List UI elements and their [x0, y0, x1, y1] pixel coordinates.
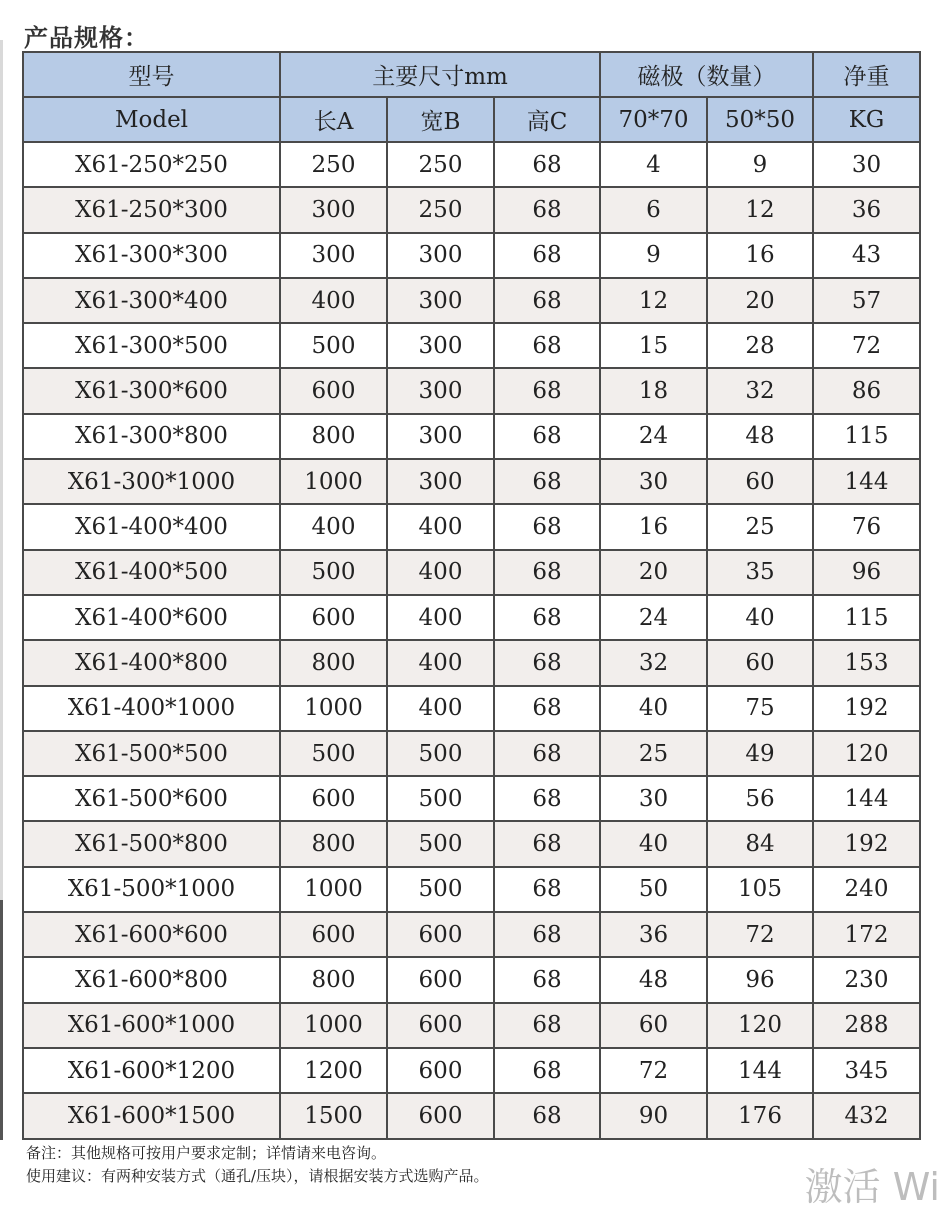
table-row: [23, 323, 920, 368]
cell-length: 400: [280, 278, 387, 323]
cell-length: 800: [280, 640, 387, 685]
cell-pole-50: 48: [707, 414, 813, 459]
cell-width: 400: [387, 595, 494, 640]
note-line-1: 备注：其他规格可按用户要求定制；详情请来电咨询。: [26, 1144, 387, 1162]
cell-height: 68: [494, 686, 600, 731]
cell-model: X61-300*800: [23, 414, 280, 459]
cell-height: 68: [494, 1093, 600, 1138]
cell-weight: 30: [813, 142, 920, 187]
cell-pole-70: 25: [600, 731, 707, 776]
cell-length: 1200: [280, 1048, 387, 1093]
cell-pole-70: 90: [600, 1093, 707, 1138]
cell-pole-50: 60: [707, 459, 813, 504]
table-row: [23, 821, 920, 866]
table-row: [23, 640, 920, 685]
activation-watermark: 激活 Wi: [804, 1165, 940, 1209]
cell-pole-50: 35: [707, 550, 813, 595]
cell-weight: 345: [813, 1048, 920, 1093]
cell-width: 300: [387, 414, 494, 459]
cell-weight: 72: [813, 323, 920, 368]
cell-pole-70: 48: [600, 957, 707, 1002]
cell-height: 68: [494, 278, 600, 323]
cell-model: X61-400*400: [23, 504, 280, 549]
cell-pole-70: 18: [600, 368, 707, 413]
cell-pole-70: 50: [600, 867, 707, 912]
cell-length: 500: [280, 550, 387, 595]
cell-pole-50: 84: [707, 821, 813, 866]
cell-pole-50: 176: [707, 1093, 813, 1138]
cell-pole-70: 36: [600, 912, 707, 957]
table-row: [23, 550, 920, 595]
cell-width: 300: [387, 459, 494, 504]
header-pole-50: 50*50: [707, 97, 813, 142]
cell-pole-70: 9: [600, 233, 707, 278]
cell-model: X61-250*300: [23, 187, 280, 232]
cell-model: X61-600*1200: [23, 1048, 280, 1093]
cell-height: 68: [494, 1003, 600, 1048]
spec-table: [22, 51, 921, 1140]
cell-height: 68: [494, 414, 600, 459]
cell-length: 400: [280, 504, 387, 549]
table-row: [23, 912, 920, 957]
cell-weight: 240: [813, 867, 920, 912]
cell-length: 500: [280, 731, 387, 776]
table-row: [23, 504, 920, 549]
cell-height: 68: [494, 776, 600, 821]
cell-pole-70: 72: [600, 1048, 707, 1093]
cell-width: 500: [387, 731, 494, 776]
cell-pole-70: 24: [600, 414, 707, 459]
cell-pole-70: 32: [600, 640, 707, 685]
cell-pole-50: 20: [707, 278, 813, 323]
table-header: [23, 52, 920, 142]
cell-weight: 144: [813, 776, 920, 821]
cell-pole-70: 16: [600, 504, 707, 549]
cell-length: 800: [280, 957, 387, 1002]
cell-model: X61-400*800: [23, 640, 280, 685]
cell-length: 1000: [280, 459, 387, 504]
header-dimensions: 主要尺寸mm: [280, 52, 600, 97]
cell-pole-70: 30: [600, 459, 707, 504]
cell-weight: 192: [813, 821, 920, 866]
cell-weight: 230: [813, 957, 920, 1002]
cell-width: 400: [387, 640, 494, 685]
table-row: [23, 368, 920, 413]
cell-pole-50: 25: [707, 504, 813, 549]
cell-width: 600: [387, 957, 494, 1002]
table-row: [23, 731, 920, 776]
cell-length: 1500: [280, 1093, 387, 1138]
header-width: 宽B: [387, 97, 494, 142]
cell-width: 300: [387, 278, 494, 323]
cell-length: 800: [280, 821, 387, 866]
cell-width: 300: [387, 233, 494, 278]
cell-length: 600: [280, 776, 387, 821]
cell-pole-50: 56: [707, 776, 813, 821]
cell-model: X61-600*800: [23, 957, 280, 1002]
cell-width: 400: [387, 686, 494, 731]
cell-pole-50: 9: [707, 142, 813, 187]
cell-pole-50: 105: [707, 867, 813, 912]
cell-length: 1000: [280, 1003, 387, 1048]
cell-width: 250: [387, 187, 494, 232]
cell-model: X61-600*1500: [23, 1093, 280, 1138]
section-title: 产品规格：: [24, 24, 149, 52]
table-row: [23, 1093, 920, 1138]
cell-length: 1000: [280, 867, 387, 912]
table-row: [23, 1003, 920, 1048]
cell-height: 68: [494, 731, 600, 776]
cell-weight: 36: [813, 187, 920, 232]
table-row: [23, 776, 920, 821]
cell-pole-70: 4: [600, 142, 707, 187]
cell-length: 250: [280, 142, 387, 187]
cell-length: 800: [280, 414, 387, 459]
cell-height: 68: [494, 640, 600, 685]
cell-height: 68: [494, 821, 600, 866]
table-body: [23, 142, 920, 1139]
table-row: [23, 142, 920, 187]
cell-width: 500: [387, 776, 494, 821]
cell-width: 600: [387, 1003, 494, 1048]
cell-weight: 57: [813, 278, 920, 323]
cell-height: 68: [494, 323, 600, 368]
cell-pole-70: 30: [600, 776, 707, 821]
cell-model: X61-500*1000: [23, 867, 280, 912]
cell-pole-50: 72: [707, 912, 813, 957]
notes: [26, 1142, 489, 1188]
cell-length: 600: [280, 595, 387, 640]
cell-width: 400: [387, 550, 494, 595]
cell-model: X61-300*300: [23, 233, 280, 278]
table-row: [23, 1048, 920, 1093]
header-length: 长A: [280, 97, 387, 142]
cell-pole-50: 144: [707, 1048, 813, 1093]
cell-pole-70: 6: [600, 187, 707, 232]
cell-height: 68: [494, 368, 600, 413]
cell-model: X61-400*1000: [23, 686, 280, 731]
cell-height: 68: [494, 867, 600, 912]
cell-model: X61-600*1000: [23, 1003, 280, 1048]
cell-weight: 120: [813, 731, 920, 776]
cell-weight: 432: [813, 1093, 920, 1138]
cell-pole-50: 16: [707, 233, 813, 278]
header-row-1: [23, 52, 920, 97]
cell-length: 600: [280, 368, 387, 413]
cell-height: 68: [494, 459, 600, 504]
cell-width: 600: [387, 1093, 494, 1138]
cell-weight: 96: [813, 550, 920, 595]
cell-model: X61-300*500: [23, 323, 280, 368]
cell-pole-50: 32: [707, 368, 813, 413]
cell-pole-70: 12: [600, 278, 707, 323]
table-row: [23, 187, 920, 232]
note-line-2: 使用建议：有两种安装方式（通孔/压块），请根据安装方式选购产品。: [26, 1167, 489, 1185]
cell-weight: 76: [813, 504, 920, 549]
cell-model: X61-500*800: [23, 821, 280, 866]
header-poles: 磁极（数量）: [600, 52, 813, 97]
cell-model: X61-250*250: [23, 142, 280, 187]
cell-weight: 288: [813, 1003, 920, 1048]
cell-model: X61-300*1000: [23, 459, 280, 504]
cell-pole-70: 24: [600, 595, 707, 640]
cell-weight: 43: [813, 233, 920, 278]
left-edge-dark-decoration: [0, 900, 3, 1140]
cell-length: 300: [280, 187, 387, 232]
cell-model: X61-500*600: [23, 776, 280, 821]
cell-width: 600: [387, 912, 494, 957]
cell-pole-70: 40: [600, 821, 707, 866]
table-row: [23, 414, 920, 459]
header-weight: 净重: [813, 52, 920, 97]
table-row: [23, 686, 920, 731]
cell-width: 500: [387, 867, 494, 912]
cell-weight: 115: [813, 414, 920, 459]
cell-model: X61-600*600: [23, 912, 280, 957]
cell-width: 300: [387, 368, 494, 413]
table-row: [23, 459, 920, 504]
cell-pole-50: 75: [707, 686, 813, 731]
cell-pole-50: 28: [707, 323, 813, 368]
cell-length: 1000: [280, 686, 387, 731]
table-row: [23, 233, 920, 278]
cell-model: X61-300*400: [23, 278, 280, 323]
cell-model: X61-400*600: [23, 595, 280, 640]
header-kg: KG: [813, 97, 920, 142]
cell-height: 68: [494, 504, 600, 549]
cell-pole-50: 60: [707, 640, 813, 685]
table-row: [23, 867, 920, 912]
cell-height: 68: [494, 912, 600, 957]
cell-width: 600: [387, 1048, 494, 1093]
cell-weight: 115: [813, 595, 920, 640]
table-row: [23, 595, 920, 640]
cell-pole-50: 12: [707, 187, 813, 232]
header-row-2: [23, 97, 920, 142]
table-row: [23, 278, 920, 323]
cell-pole-70: 40: [600, 686, 707, 731]
cell-model: X61-400*500: [23, 550, 280, 595]
cell-width: 250: [387, 142, 494, 187]
cell-weight: 86: [813, 368, 920, 413]
cell-width: 400: [387, 504, 494, 549]
table-row: [23, 957, 920, 1002]
cell-pole-70: 20: [600, 550, 707, 595]
header-model-en: Model: [23, 97, 280, 142]
cell-height: 68: [494, 187, 600, 232]
cell-length: 600: [280, 912, 387, 957]
cell-pole-50: 96: [707, 957, 813, 1002]
cell-weight: 153: [813, 640, 920, 685]
cell-height: 68: [494, 550, 600, 595]
cell-width: 300: [387, 323, 494, 368]
cell-height: 68: [494, 1048, 600, 1093]
header-model: 型号: [23, 52, 280, 97]
cell-width: 500: [387, 821, 494, 866]
cell-height: 68: [494, 957, 600, 1002]
cell-model: X61-500*500: [23, 731, 280, 776]
cell-height: 68: [494, 142, 600, 187]
cell-weight: 192: [813, 686, 920, 731]
cell-pole-70: 15: [600, 323, 707, 368]
cell-model: X61-300*600: [23, 368, 280, 413]
cell-weight: 172: [813, 912, 920, 957]
cell-pole-70: 60: [600, 1003, 707, 1048]
header-pole-70: 70*70: [600, 97, 707, 142]
cell-pole-50: 120: [707, 1003, 813, 1048]
cell-weight: 144: [813, 459, 920, 504]
cell-height: 68: [494, 233, 600, 278]
cell-pole-50: 40: [707, 595, 813, 640]
header-height: 高C: [494, 97, 600, 142]
cell-pole-50: 49: [707, 731, 813, 776]
cell-height: 68: [494, 595, 600, 640]
cell-length: 500: [280, 323, 387, 368]
cell-length: 300: [280, 233, 387, 278]
